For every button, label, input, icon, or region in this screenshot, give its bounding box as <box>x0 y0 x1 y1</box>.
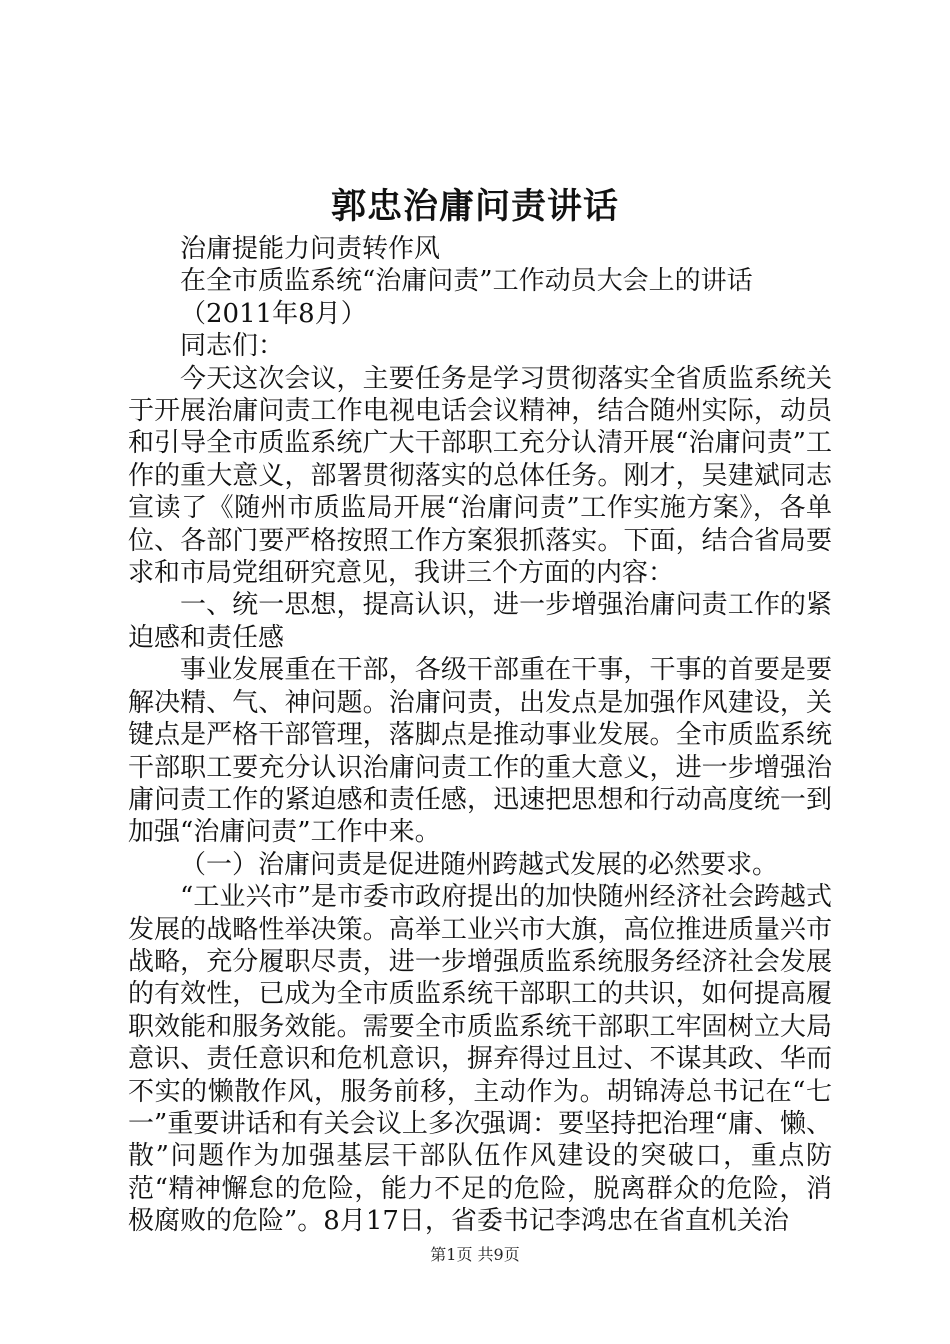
speech-occasion: 在全市质监系统“治庸问责”工作动员大会上的讲话 <box>180 266 753 297</box>
subsection-heading: （一）治庸问责是促进随州跨越式发展的必然要求。 <box>180 849 779 880</box>
body-paragraph: 事业发展重在干部，各级干部重在干事，干事的首要是要解决精、气、神问题。治庸问责，出发点是加强作风建设，关键点是严格干部管理，落脚点是推动事业发展。全市质监系统干部职工要充分认识治庸问责工作的重大意义，进一步增强治庸问责工作的紧迫感和责任感，迅速把思想和行动高度统一到加强“治庸问责”工作中来。 <box>128 655 832 848</box>
page-number: 第1页 共9页 <box>430 1245 520 1264</box>
document-body <box>128 233 832 1238</box>
speech-subtitle: 治庸提能力问责转作风 <box>180 234 441 264</box>
section-heading: 一、统一思想，提高认识，进一步增强治庸问责工作的紧迫感和责任感 <box>128 590 832 653</box>
document-title: 郭忠治庸问责讲话 <box>330 186 619 227</box>
body-paragraph: “工业兴市”是市委市政府提出的加快随州经济社会跨越式发展的战略性举决策。高举工业兴市大旗，高位推进质量兴市战略，充分履职尽责，进一步增强质监系统服务经济社会发展的有效性，已成为全市质监系统干部职工的共识，如何提高履职效能和服务效能。需要全市质监系统干部职工牢固树立大局意识、责任意识和危机意识，摒弃得过且过、不谋其政、华而不实的懒散作风，服务前移，主动作为。胡锦涛总书记在“七一”重要讲话和有关会议上多次强调：要坚持把治理“庸、懒、散”问题作为加强基层干部队伍作风建设的突破口，重点防范“精神懈怠的危险，能力不足的危险，脱离群众的危险，消极腐败的危险”。8月17日，省委书记李鸿忠在省直机关治 <box>128 882 832 1237</box>
salutation: 同志们： <box>180 331 285 362</box>
speech-date: （2011年8月） <box>180 298 367 329</box>
body-paragraph: 今天这次会议，主要任务是学习贯彻落实全省质监系统关于开展治庸问责工作电视电话会议精神，结合随州实际，动员和引导全市质监系统广大干部职工充分认清开展“治庸问责”工作的重大意义，部署贯彻落实的总体任务。刚才，吴建斌同志宣读了《随州市质监局开展“治庸问责”工作实施方案》，各单位、各部门要严格按照工作方案狠抓落实。下面，结合省局要求和市局党组研究意见，我讲三个方面的内容： <box>128 363 832 589</box>
